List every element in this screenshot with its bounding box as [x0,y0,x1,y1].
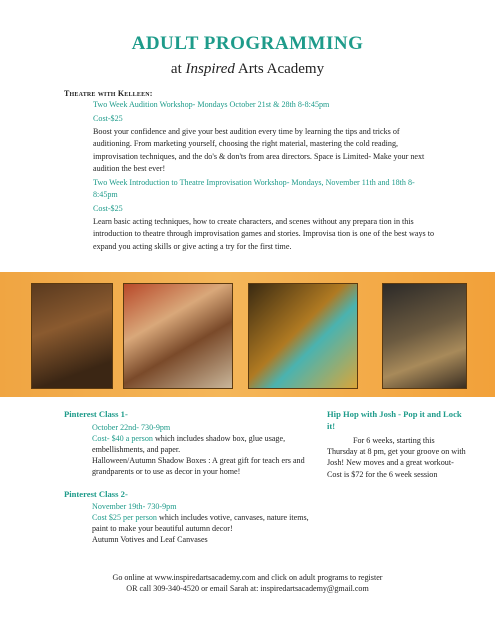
page-title: ADULT PROGRAMMING [131,33,364,54]
workshop2-cost: Cost-$25 [93,204,123,213]
pinterest1-cost-price: Cost- $40 a person [92,434,153,443]
pinterest-class-1 [64,409,314,477]
page-subtitle [0,61,495,78]
footer-contact-line: OR call 309-340-4520 or email Sarah at: inspiredartsacademy@gmail.com [126,584,369,593]
pinterest1-cost-details: which includes shadow box, glue usage, embellishments, and paper. [92,434,286,454]
pinterest2-title: Pinterest Class 2- [64,489,128,499]
pinterest1-description: Halloween/Autumn Shadow Boxes : A great gift for teach ers and grandparents or to use as decor in your home! [92,456,305,476]
pinterest2-cost [92,512,314,534]
workshop2-title: Two Week Introduction to Theatre Improvisation Workshop- Mondays, November 11th and 18th 8-8:45pm [93,178,415,200]
workshop1-title: Two Week Audition Workshop- Mondays October 21st & 28th 8-8:45pm [93,100,330,109]
photo-leaf-canvas [248,283,358,389]
subtitle-italic: Inspired [185,61,235,77]
pinterest2-date: November 19th- 730-9pm [92,502,177,511]
pinterest1-date: October 22nd- 730-9pm [92,423,171,432]
hiphop-description: For 6 weeks, starting this Thursday at 8 pm, get your groove on with Josh! New moves and a great workout- Cost is $72 for the 6 week session [327,436,466,479]
pinterest2-description: Autumn Votives and Leaf Canvases [92,535,208,544]
pinterest2-cost-details: which includes votive, canvases, nature items, paint to make your beautiful autumn decor! [92,513,309,533]
hip-hop-class [327,409,467,480]
workshop2-description: Learn basic acting techniques, how to create characters, and scenes without any prepara tion in this introduction to theatre through improvisation games and stories. Improvisa tion is one of the best ways to expand you acting skills or give acting a try for the first time. [93,217,435,251]
pinterest1-title: Pinterest Class 1- [64,409,128,419]
photo-shadow-box-supplies [123,283,233,389]
subtitle-prefix: at [170,61,186,77]
subtitle-suffix: Arts Academy [234,61,325,77]
photo-shadow-boxes [382,283,467,389]
theatre-section-title: Theatre with Kelleen: [64,89,153,98]
workshop1-cost: Cost-$25 [93,114,123,123]
pinterest2-cost-price: Cost $25 per person [92,513,157,522]
pinterest1-cost [92,433,314,455]
photo-stick-votive [31,283,113,389]
hiphop-title: Hip Hop with Josh - Pop it and Lock it! [327,409,462,431]
workshop1-description: Boost your confidence and give your best audition every time by learning the tips and tricks of auditioning. From marketing yourself, choosing the right material, mastering the cold reading, improvisation techniques, and the do's & don'ts from area directors. Space is Limited- Make your next audition the best ever! [93,127,425,173]
pinterest-class-2 [64,489,314,545]
footer-register-line: Go online at www.inspiredartsacademy.com and click on adult programs to register [112,573,383,582]
